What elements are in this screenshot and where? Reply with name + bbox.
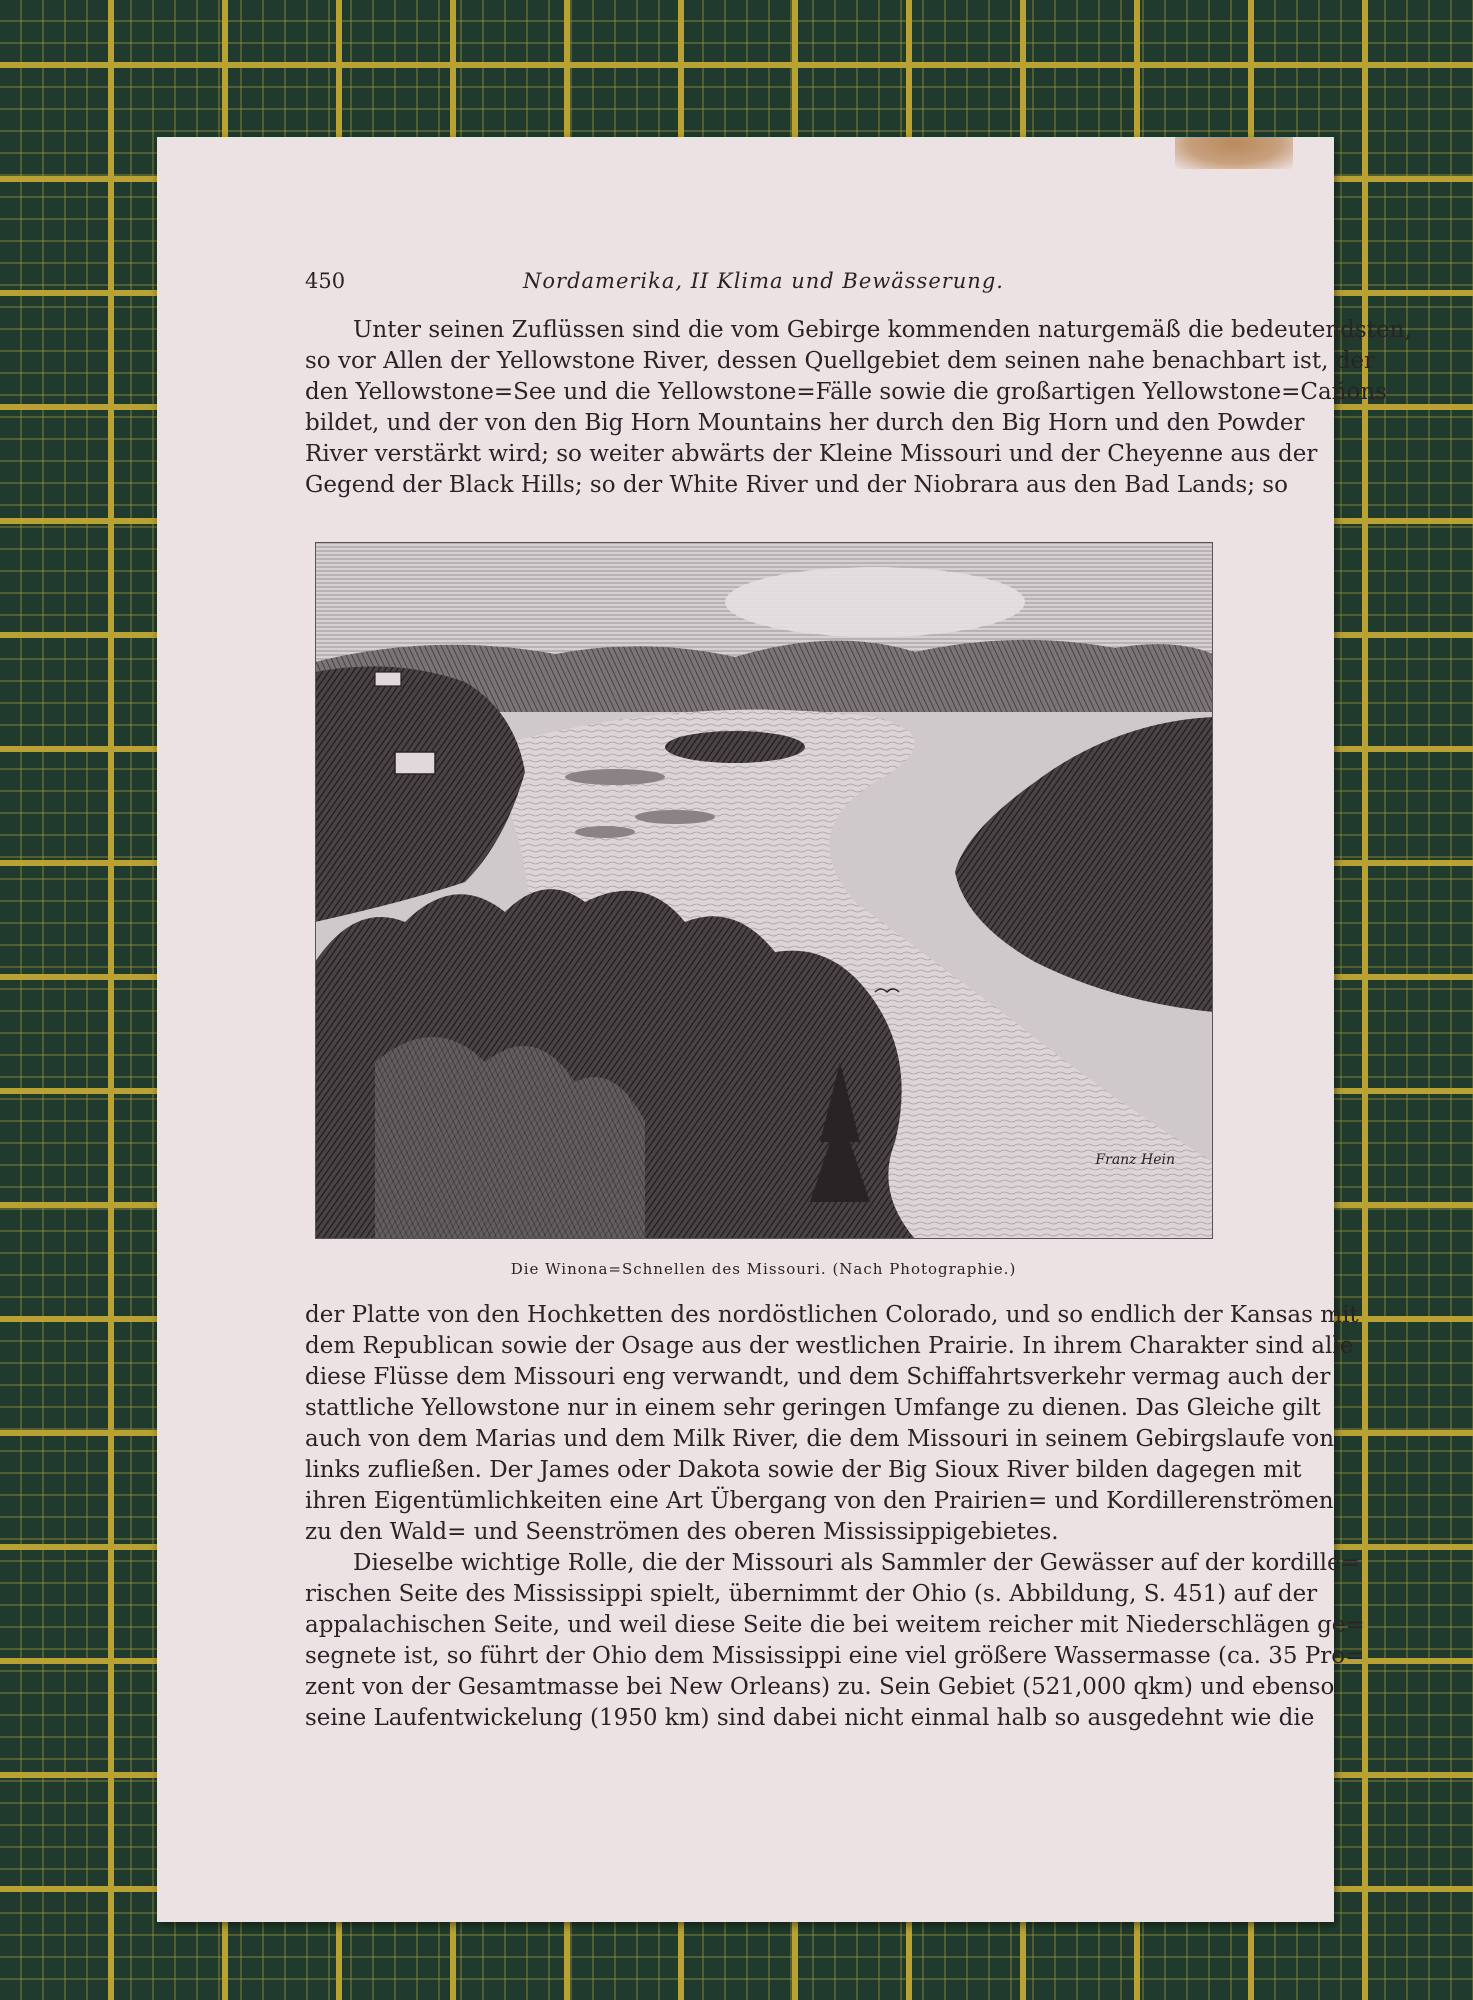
cloud xyxy=(725,567,1025,637)
right-forest xyxy=(955,717,1213,1012)
text-line: Unter seinen Zuflüssen sind die vom Gebirge kommenden naturgemäß die bedeutendsten, xyxy=(353,317,1412,343)
text-line: rischen Seite des Mississippi spielt, übernimmt der Ohio (s. Abbildung, S. 451) auf der xyxy=(305,1581,1318,1607)
text-line: zu den Wald= und Seenströmen des oberen Mississippigebietes. xyxy=(305,1519,1059,1545)
text-line: stattliche Yellowstone nur in einem sehr geringen Umfange zu dienen. Das Gleiche gilt xyxy=(305,1395,1321,1421)
text-line: bildet, und der von den Big Horn Mountains her durch den Big Horn und den Powder xyxy=(305,410,1305,436)
text-line: auch von dem Marias und dem Milk River, die dem Missouri in seinem Gebirgslaufe von xyxy=(305,1426,1335,1452)
text-line: den Yellowstone=See und die Yellowstone=Fälle sowie die großartigen Yellowstone=Cañons xyxy=(305,379,1387,405)
paragraph-2 xyxy=(305,1300,1365,1734)
engraving-illustration xyxy=(315,542,1213,1239)
text-line: links zufließen. Der James oder Dakota sowie der Big Sioux River bilden dagegen mit xyxy=(305,1457,1302,1483)
text-line: der Platte von den Hochketten des nordöstlichen Colorado, und so endlich der Kansas mit xyxy=(305,1302,1359,1328)
text-line: River verstärkt wird; so weiter abwärts der Kleine Missouri und der Cheyenne aus der xyxy=(305,441,1318,467)
page-header xyxy=(305,269,1222,301)
text-line: seine Laufentwickelung (1950 km) sind dabei nicht einmal halb so ausgedehnt wie die xyxy=(305,1705,1315,1731)
island xyxy=(635,810,715,824)
island xyxy=(575,826,635,838)
page-number: 450 xyxy=(305,269,346,293)
text-line: Gegend der Black Hills; so der White River und der Niobrara aus den Bad Lands; so xyxy=(305,472,1288,498)
text-line: zent von der Gesamtmasse bei New Orleans) zu. Sein Gebiet (521,000 qkm) und ebenso xyxy=(305,1674,1335,1700)
figure-caption: Die Winona=Schnellen des Missouri. (Nach Photographie.) xyxy=(510,1260,1017,1278)
paragraph-1 xyxy=(305,315,1412,501)
house xyxy=(395,752,435,774)
artist-signature: Franz Hein xyxy=(1095,1152,1175,1168)
text-line: dem Republican sowie der Osage aus der westlichen Prairie. In ihrem Charakter sind alle xyxy=(305,1333,1354,1359)
book-page xyxy=(157,137,1412,1922)
text-line: Dieselbe wichtige Rolle, die der Missouri als Sammler der Gewässer auf der kordille= xyxy=(353,1550,1360,1576)
island xyxy=(665,731,805,763)
island xyxy=(565,769,665,785)
house xyxy=(375,672,401,686)
running-title: Nordamerika, II Klima und Bewässerung. xyxy=(523,269,1004,293)
text-line: ihren Eigentümlichkeiten eine Art Übergang von den Prairien= und Kordillerenströmen xyxy=(305,1488,1334,1514)
text-line: segnete ist, so führt der Ohio dem Mississippi eine viel größere Wassermasse (ca. 35 Pro= xyxy=(305,1643,1365,1669)
text-line: appalachischen Seite, und weil diese Seite die bei weitem reicher mit Niederschlägen ge= xyxy=(305,1612,1365,1638)
text-line: so vor Allen der Yellowstone River, dessen Quellgebiet dem seinen nahe benachbart ist, der xyxy=(305,348,1376,374)
paper-stain xyxy=(1175,137,1293,169)
text-line: diese Flüsse dem Missouri eng verwandt, und dem Schiffahrtsverkehr vermag auch der xyxy=(305,1364,1331,1390)
